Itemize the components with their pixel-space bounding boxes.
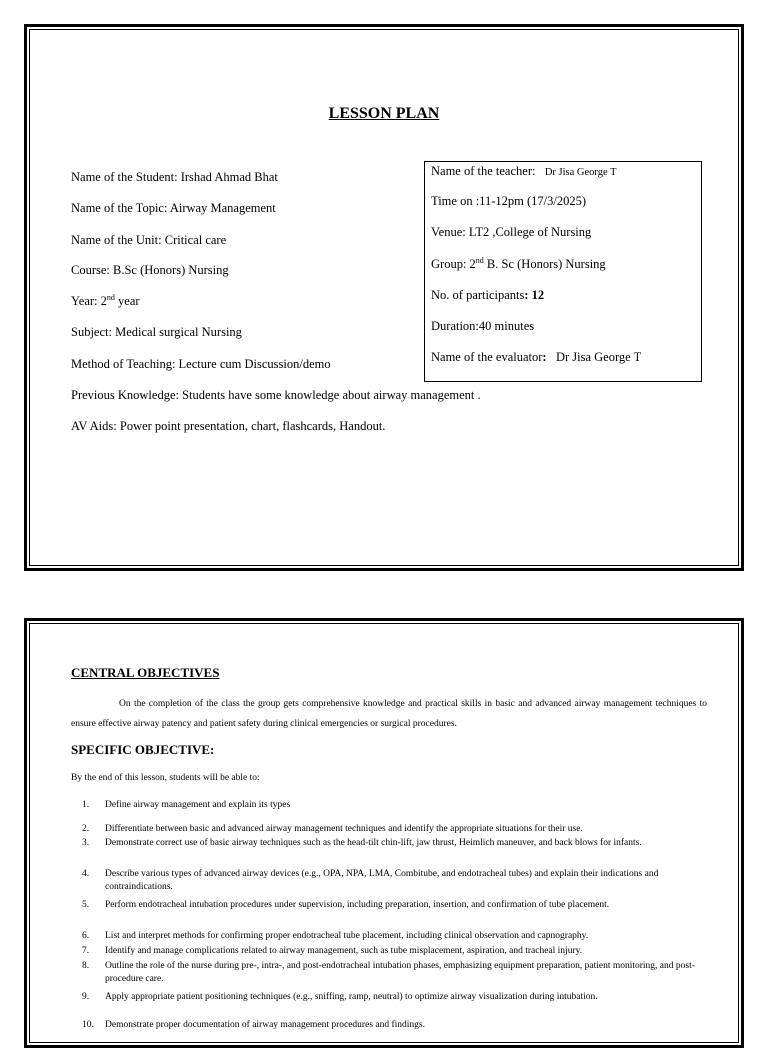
topic-field: Name of the Topic: Airway Management bbox=[71, 201, 276, 215]
evaluator-field: Name of the evaluator: Dr Jisa George T bbox=[431, 350, 642, 364]
course-field: Course: B.Sc (Honors) Nursing bbox=[71, 263, 229, 277]
unit-field: Name of the Unit: Critical care bbox=[71, 233, 227, 247]
group-field: Group: 2nd B. Sc (Honors) Nursing bbox=[431, 256, 606, 272]
page-title: LESSON PLAN bbox=[328, 105, 440, 122]
participants-field: No. of participants: 12 bbox=[431, 288, 545, 302]
teacher-info-box bbox=[424, 161, 702, 382]
specific-objective-heading: SPECIFIC OBJECTIVE: bbox=[71, 742, 215, 757]
method-field: Method of Teaching: Lecture cum Discussion/demo bbox=[71, 357, 331, 371]
teacher-field: Name of the teacher: Dr Jisa George T bbox=[431, 164, 617, 178]
central-objectives-heading: CENTRAL OBJECTIVES bbox=[71, 665, 220, 680]
year-field: Year: 2nd year bbox=[71, 293, 140, 309]
student-name-field: Name of the Student: Irshad Ahmad Bhat bbox=[71, 170, 278, 184]
previous-knowledge-field: Previous Knowledge: Students have some knowledge about airway management . bbox=[71, 388, 481, 402]
duration-field: Duration:40 minutes bbox=[431, 319, 535, 333]
objectives-intro: By the end of this lesson, students will be able to: bbox=[71, 773, 260, 783]
objectives-page: CENTRAL OBJECTIVES On the completion of the class the group gets comprehensive knowledge and practical skills in basic and advanced airway management techniques to ensure effective airway patency and patient safety during clinical emergencies or surgical procedures. SPECIFIC OBJECTIVE: By the end of this lesson, students will be able to: 1. Define airway management and explain its types 2. Differentiate between basic and advanced airway management techniques and identify the appropriate situations for their use. 3. Demonstrate correct use of basic airway techniques such as the head-tilt chin-lift, jaw thrust, Heimlich maneuver, and back blows for infants. 4. Describe various types of advanced airway devices (e.g., OPA, NPA, LMA, Combitube, and endotracheal tubes) and explain their indications and contraindications. 5. Perform endotracheal intubation procedures under supervision, including preparation, insertion, and confirmation of tube placement. 6. List and interpret methods for confirming proper endotracheal tube placement, including clinical observation and capnography. 7. Identify and manage complications related to airway management, such as tube misplacement, aspiration, and tracheal injury. 8. Outline the role of the nurse during pre-, intra-, and post-endotracheal intubation phases, emphasizing equipment preparation, patient monitoring, and post-procedure care. 9. Apply appropriate patient positioning techniques (e.g., sniffing, ramp, neutral) to optimize airway visualization during intubation. 10. Demonstrate proper documentation of airway management procedures and findings. bbox=[24, 618, 744, 1048]
central-objectives-text: On the completion of the class the group gets comprehensive knowledge and practical skills in basic and advanced airway management techniques to ensure effective airway patency and patient safety during clinical emergencies or surgical procedures. bbox=[71, 699, 707, 729]
subject-field: Subject: Medical surgical Nursing bbox=[71, 325, 242, 339]
av-aids-field: AV Aids: Power point presentation, chart, flashcards, Handout. bbox=[71, 419, 386, 433]
time-field: Time on :11-12pm (17/3/2025) bbox=[431, 194, 586, 208]
venue-field: Venue: LT2 ,College of Nursing bbox=[431, 225, 592, 239]
lesson-plan-page bbox=[24, 24, 744, 571]
